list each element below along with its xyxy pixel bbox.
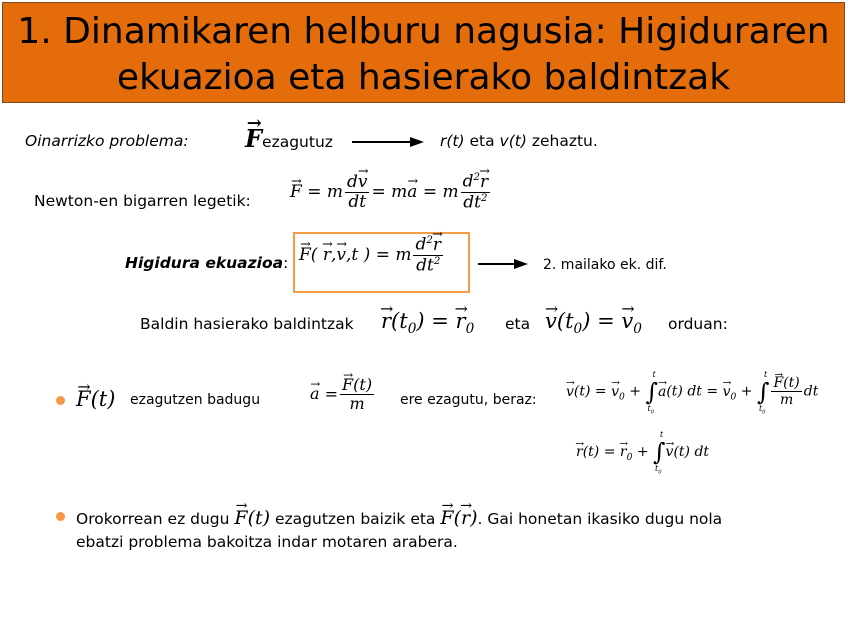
basic-problem-label: Oinarrizko problema: [25, 132, 189, 150]
motion-equation-label [125, 254, 288, 272]
motion-colon: : [283, 254, 289, 272]
title-line-1: 1. Dinamikaren helburu nagusia: Higiduraren [17, 11, 830, 52]
position-integral: → r(t) = → $r_0$ + ∫ t $t_0$ → v(t) dt [576, 438, 709, 466]
result-r: r(t) [440, 132, 465, 150]
initial-eta: eta [505, 315, 531, 333]
initial-suffix: orduan: [668, 315, 728, 333]
initial-v-condition: → $v(t_0)$ = → $v_0$ [545, 309, 642, 337]
bullet1-text2: ere ezagutu, beraz: [400, 392, 537, 408]
title-line-2: ekuazioa eta hasierako baldintzak [116, 57, 731, 98]
bullet2-text3: . Gai honetan ikasiko dugu nola [477, 510, 723, 528]
initial-prefix: Baldin hasierako baldintzak [140, 315, 354, 333]
result-v: v(t) [499, 132, 527, 150]
bullet2-text1: Orokorrean ez dugu [76, 510, 230, 528]
bullet2-line2: ebatzi problema bakoitza indar motaren arabera. [76, 533, 458, 551]
result-eta: eta [469, 132, 495, 150]
acceleration-formula: → a = → $\frac{F(t)}{m}$ [310, 376, 376, 414]
right-arrow-icon [478, 257, 528, 271]
initial-r-condition: → $r(t_0)$ = → $r_0$ [381, 309, 474, 337]
result-text [440, 132, 598, 150]
bullet2-force-r: → F(→ r) [440, 507, 477, 529]
known-text: ezagutuz [262, 133, 333, 151]
bullet1-text1: ezagutzen badugu [130, 392, 261, 408]
bullet2-line1 [76, 507, 722, 529]
slide-title [2, 2, 845, 103]
bullet-2 [56, 512, 65, 521]
motion-label: Higidura ekuazioa [125, 254, 284, 272]
bullet2-text2: ezagutzen baizik eta [275, 510, 436, 528]
bullet-1 [56, 396, 65, 405]
newton-label: Newton-en bigarren legetik: [34, 192, 251, 210]
motion-equation: → F( → r,→ v,t ) = m $\frac{d^2\to r}{dt^2}$ [299, 235, 445, 276]
bullet2-force-t: → F(t) [234, 507, 270, 529]
newton-equation: → F = m $\frac{d\to v}{dt}$ = m→ a = m $\frac{d^2\to r}{dt^2}$ [290, 172, 492, 213]
motion-result: 2. mailako ek. dif. [543, 257, 667, 273]
bullet1-force: → F(t) [76, 387, 115, 411]
right-arrow-icon [352, 135, 424, 149]
velocity-integral: → v(t) = → $v_0$ + ∫ t $t_0$ → a(t) dt = → $v_0$ + ∫ t $t_0$ → $\frac{F(t)}{m}$ dt [566, 375, 818, 408]
result-tail: zehaztu. [531, 132, 598, 150]
force-known-formula: → Fezagutuz [245, 124, 333, 153]
